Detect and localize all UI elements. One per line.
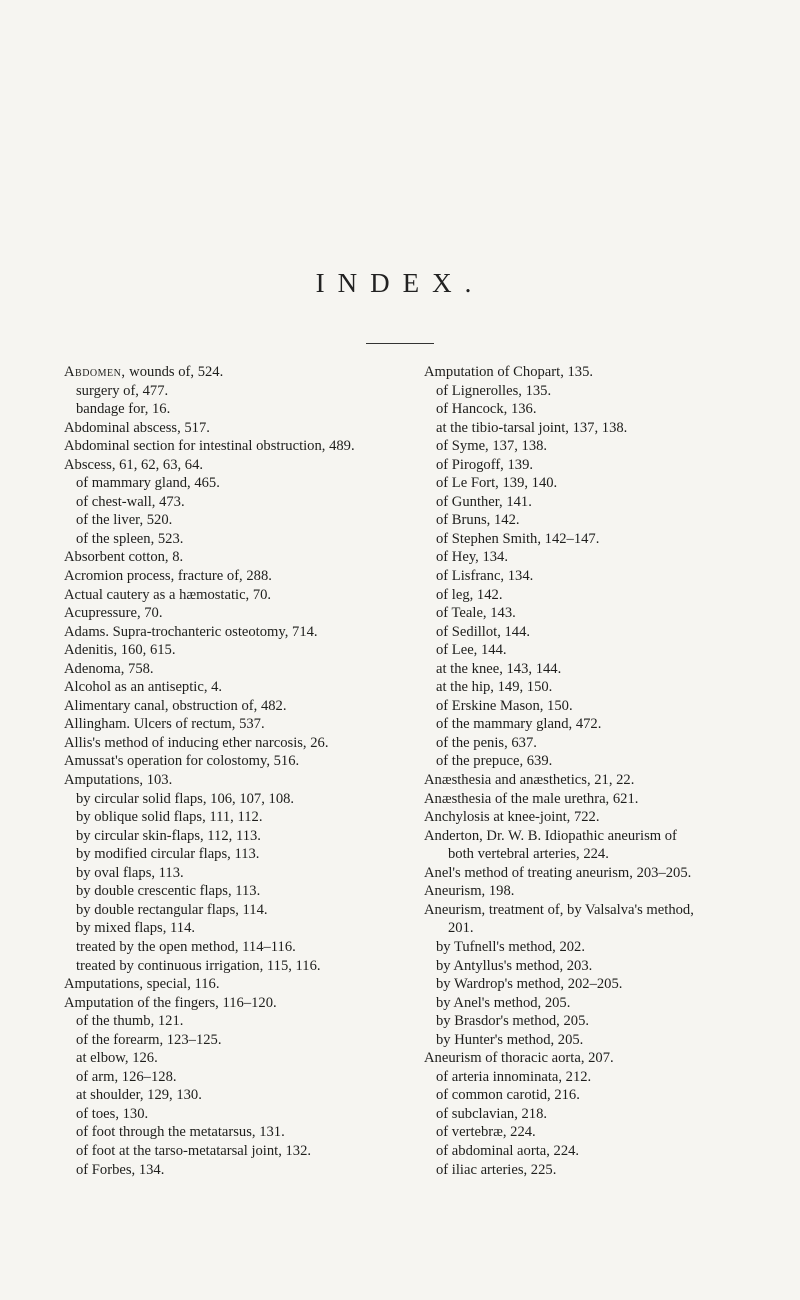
- index-entry: [64, 1068, 406, 1087]
- index-entry: [64, 1142, 406, 1161]
- index-entry: [424, 919, 768, 938]
- index-entry-text: of mammary gland, 465.: [76, 475, 220, 492]
- index-entry: [64, 715, 406, 734]
- index-entry-text: Amputation of the fingers, 116–120.: [64, 994, 277, 1011]
- index-entry-text: Absorbent cotton, 8.: [64, 549, 184, 566]
- index-entry-text: of the prepuce, 639.: [436, 753, 553, 770]
- index-entry-text: of foot through the metatarsus, 131.: [76, 1124, 285, 1141]
- index-entry-text: Abdominal abscess, 517.: [64, 419, 210, 436]
- index-entry-text: of subclavian, 218.: [436, 1105, 548, 1122]
- index-entry-text: Anderton, Dr. W. B. Idiopathic aneurism of: [424, 827, 677, 844]
- index-entry: [64, 530, 406, 549]
- index-entry-text: by circular solid flaps, 106, 107, 108.: [76, 790, 295, 807]
- index-entry-text: bandage for, 16.: [76, 401, 171, 418]
- index-entry: [64, 382, 406, 401]
- index-entry: [424, 957, 768, 976]
- index-entry: [424, 1123, 768, 1142]
- index-entry: [424, 678, 768, 697]
- index-entry-text: Abdominal section for intestinal obstruction, 489.: [64, 438, 355, 455]
- index-entry-text: by Brasdor's method, 205.: [436, 1013, 590, 1030]
- index-entry: [424, 734, 768, 753]
- index-entry-text: of iliac arteries, 225.: [436, 1161, 557, 1178]
- index-entry-text: by Tufnell's method, 202.: [436, 938, 585, 955]
- index-entry: [424, 641, 768, 660]
- index-entry: [424, 530, 768, 549]
- index-entry: [424, 827, 768, 846]
- index-entry-text: of Lisfranc, 134.: [436, 568, 534, 585]
- index-entry: [64, 493, 406, 512]
- index-entry-text: at the knee, 143, 144.: [436, 660, 562, 677]
- index-entry: [64, 808, 406, 827]
- index-entry: [424, 994, 768, 1013]
- index-entry: [424, 474, 768, 493]
- index-entry-text: of arteria innominata, 212.: [436, 1068, 592, 1085]
- index-entry-text: Actual cautery as a hæmostatic, 70.: [64, 586, 272, 603]
- index-entry-text: at the tibio-tarsal joint, 137, 138.: [436, 419, 628, 436]
- index-column-left: [64, 363, 406, 1179]
- index-entry-text: of foot at the tarso-metatarsal joint, 132.: [76, 1142, 312, 1159]
- index-entry-text: treated by continuous irrigation, 115, 116.: [76, 957, 321, 974]
- index-entry: [424, 511, 768, 530]
- index-entry: [424, 363, 768, 382]
- index-entry-text: of Hancock, 136.: [436, 401, 537, 418]
- index-entry: [64, 400, 406, 419]
- index-entry-text: of Gunther, 141.: [436, 493, 532, 510]
- index-entry: [64, 419, 406, 438]
- index-entry: [64, 919, 406, 938]
- index-entry: [64, 660, 406, 679]
- index-entry: [64, 678, 406, 697]
- index-entry-text: of Lignerolles, 135.: [436, 382, 552, 399]
- index-entry-text: 201.: [448, 920, 474, 937]
- index-entry-text: Amputations, 103.: [64, 772, 173, 789]
- index-entry-text: at shoulder, 129, 130.: [76, 1087, 202, 1104]
- index-entry-text: of toes, 130.: [76, 1105, 149, 1122]
- index-entry-text: of Le Fort, 139, 140.: [436, 475, 558, 492]
- index-entry-text: of the liver, 520.: [76, 512, 173, 529]
- index-entry: [424, 938, 768, 957]
- index-entry-text: of common carotid, 216.: [436, 1087, 580, 1104]
- index-entry-text: Anæsthesia of the male urethra, 621.: [424, 790, 639, 807]
- index-entry: [424, 493, 768, 512]
- index-entry: [424, 864, 768, 883]
- index-entry: [424, 400, 768, 419]
- index-entry: [424, 1086, 768, 1105]
- index-entry-text: Anæsthesia and anæsthetics, 21, 22.: [424, 772, 635, 789]
- index-entry: [424, 1105, 768, 1124]
- index-entry: [64, 511, 406, 530]
- index-entry: [64, 623, 406, 642]
- index-entry: [64, 363, 406, 382]
- index-entry-text: of the penis, 637.: [436, 734, 537, 751]
- index-entry-text: treated by the open method, 114–116.: [76, 938, 296, 955]
- index-entry: [64, 604, 406, 623]
- index-entry: [424, 604, 768, 623]
- index-entry: [424, 715, 768, 734]
- index-entry: [64, 1161, 406, 1180]
- index-entry-text: of Pirogoff, 139.: [436, 456, 534, 473]
- index-entry-text: Aneurism of thoracic aorta, 207.: [424, 1050, 614, 1067]
- index-entry-text: of Lee, 144.: [436, 642, 507, 659]
- index-entry: [424, 845, 768, 864]
- index-entry: [64, 938, 406, 957]
- index-entry-text: by oval flaps, 113.: [76, 864, 184, 881]
- index-entry-text: of leg, 142.: [436, 586, 503, 603]
- index-entry-text: of Stephen Smith, 142–147.: [436, 530, 600, 547]
- index-entry: [424, 771, 768, 790]
- index-entry: [64, 456, 406, 475]
- index-entry-text: of the forearm, 123–125.: [76, 1031, 222, 1048]
- index-entry: [64, 697, 406, 716]
- index-entry-text: Adams. Supra-trochanteric osteotomy, 714.: [64, 623, 318, 640]
- index-entry: [424, 1142, 768, 1161]
- index-entry: [424, 697, 768, 716]
- index-entry: [64, 567, 406, 586]
- index-entry-text: Amputation of Chopart, 135.: [424, 364, 594, 380]
- index-entry: [424, 1068, 768, 1087]
- index-entry-text: of the spleen, 523.: [76, 530, 184, 547]
- index-entry: [424, 586, 768, 605]
- index-entry-lead: Abdomen,: [64, 364, 126, 380]
- index-entry: [424, 548, 768, 567]
- index-entry-text: by circular skin-flaps, 112, 113.: [76, 827, 261, 844]
- index-entry: [64, 790, 406, 809]
- index-entry: [64, 1105, 406, 1124]
- index-entry: [64, 1031, 406, 1050]
- index-entry: [424, 975, 768, 994]
- index-entry: [424, 1049, 768, 1068]
- index-entry: [424, 1161, 768, 1180]
- index-entry: [424, 901, 768, 920]
- index-entry-text: of Forbes, 134.: [76, 1161, 165, 1178]
- index-entry-text: by double rectangular flaps, 114.: [76, 901, 268, 918]
- index-entry: [64, 641, 406, 660]
- index-entry: [424, 437, 768, 456]
- index-entry-text: Allingham. Ulcers of rectum, 537.: [64, 716, 265, 733]
- index-entry-text: surgery of, 477.: [76, 382, 169, 399]
- index-entry-text: by Antyllus's method, 203.: [436, 957, 593, 974]
- index-entry-text: Acupressure, 70.: [64, 605, 163, 622]
- index-entry: [424, 752, 768, 771]
- index-entry: [64, 882, 406, 901]
- index-entry: [424, 1031, 768, 1050]
- index-entry: [424, 808, 768, 827]
- index-entry-text: Adenoma, 758.: [64, 660, 154, 677]
- index-entry-text: at the hip, 149, 150.: [436, 679, 553, 696]
- page-title: INDEX.: [315, 268, 485, 298]
- index-entry: [424, 790, 768, 809]
- index-entry-text: Anel's method of treating aneurism, 203–205.: [424, 864, 692, 881]
- index-entry-text: Acromion process, fracture of, 288.: [64, 568, 272, 585]
- index-entry-text: Amussat's operation for colostomy, 516.: [64, 753, 300, 770]
- index-entry: [64, 957, 406, 976]
- index-entry: [64, 474, 406, 493]
- index-entry: [64, 586, 406, 605]
- index-entry: [64, 437, 406, 456]
- index-entry: [64, 975, 406, 994]
- index-entry-text: of Teale, 143.: [436, 605, 516, 622]
- index-entry-text: Aneurism, treatment of, by Valsalva's method,: [424, 901, 694, 918]
- index-entry-text: by double crescentic flaps, 113.: [76, 883, 261, 900]
- index-entry-text: wounds of, 524.: [125, 364, 224, 380]
- index-entry-text: by Anel's method, 205.: [436, 994, 571, 1011]
- index-entry: [424, 456, 768, 475]
- index-entry-text: both vertebral arteries, 224.: [448, 846, 609, 863]
- index-entry: [64, 1049, 406, 1068]
- index-entry: [424, 567, 768, 586]
- index-entry-text: by mixed flaps, 114.: [76, 920, 196, 937]
- index-entry: [64, 827, 406, 846]
- index-entry-text: Abscess, 61, 62, 63, 64.: [64, 456, 204, 473]
- index-entry: [64, 901, 406, 920]
- index-entry: [424, 1012, 768, 1031]
- title-rule: [366, 343, 434, 344]
- index-entry-text: of Bruns, 142.: [436, 512, 520, 529]
- index-entry: [64, 771, 406, 790]
- index-entry-text: of the thumb, 121.: [76, 1013, 184, 1030]
- index-entry: [64, 734, 406, 753]
- index-entry-text: Allis's method of inducing ether narcosis, 26.: [64, 734, 329, 751]
- index-entry-text: Alcohol as an antiseptic, 4.: [64, 679, 223, 696]
- index-entry: [424, 623, 768, 642]
- index-entry-text: of the mammary gland, 472.: [436, 716, 602, 733]
- index-entry-text: Anchylosis at knee-joint, 722.: [424, 809, 600, 826]
- index-entry-text: of Hey, 134.: [436, 549, 509, 566]
- index-entry: [64, 864, 406, 883]
- index-entry: [424, 660, 768, 679]
- index-entry-text: at elbow, 126.: [76, 1050, 158, 1067]
- index-entry: [64, 994, 406, 1013]
- index-entry-text: by Hunter's method, 205.: [436, 1031, 584, 1048]
- index-entry-text: of Erskine Mason, 150.: [436, 697, 573, 714]
- index-entry: [424, 882, 768, 901]
- index-entry-text: of abdominal aorta, 224.: [436, 1142, 580, 1159]
- index-entry-text: Amputations, special, 116.: [64, 976, 220, 993]
- index-entry-text: by Wardrop's method, 202–205.: [436, 976, 623, 993]
- index-entry-text: of arm, 126–128.: [76, 1068, 177, 1085]
- index-entry: [64, 1012, 406, 1031]
- index-entry-text: of vertebræ, 224.: [436, 1124, 536, 1141]
- index-entry-text: Alimentary canal, obstruction of, 482.: [64, 697, 287, 714]
- index-entry: [64, 1086, 406, 1105]
- index-entry-text: Adenitis, 160, 615.: [64, 642, 176, 659]
- index-entry: [424, 382, 768, 401]
- index-entry-text: of chest-wall, 473.: [76, 493, 185, 510]
- index-entry: [64, 752, 406, 771]
- index-entry-text: by oblique solid flaps, 111, 112.: [76, 809, 263, 826]
- index-entry-text: of Sedillot, 144.: [436, 623, 531, 640]
- index-entry: [64, 845, 406, 864]
- index-column-right: [424, 363, 768, 1179]
- index-entry-text: of Syme, 137, 138.: [436, 438, 548, 455]
- index-entry-text: by modified circular flaps, 113.: [76, 846, 260, 863]
- index-entry: [64, 548, 406, 567]
- index-entry-text: Aneurism, 198.: [424, 883, 515, 900]
- index-entry: [64, 1123, 406, 1142]
- index-entry: [424, 419, 768, 438]
